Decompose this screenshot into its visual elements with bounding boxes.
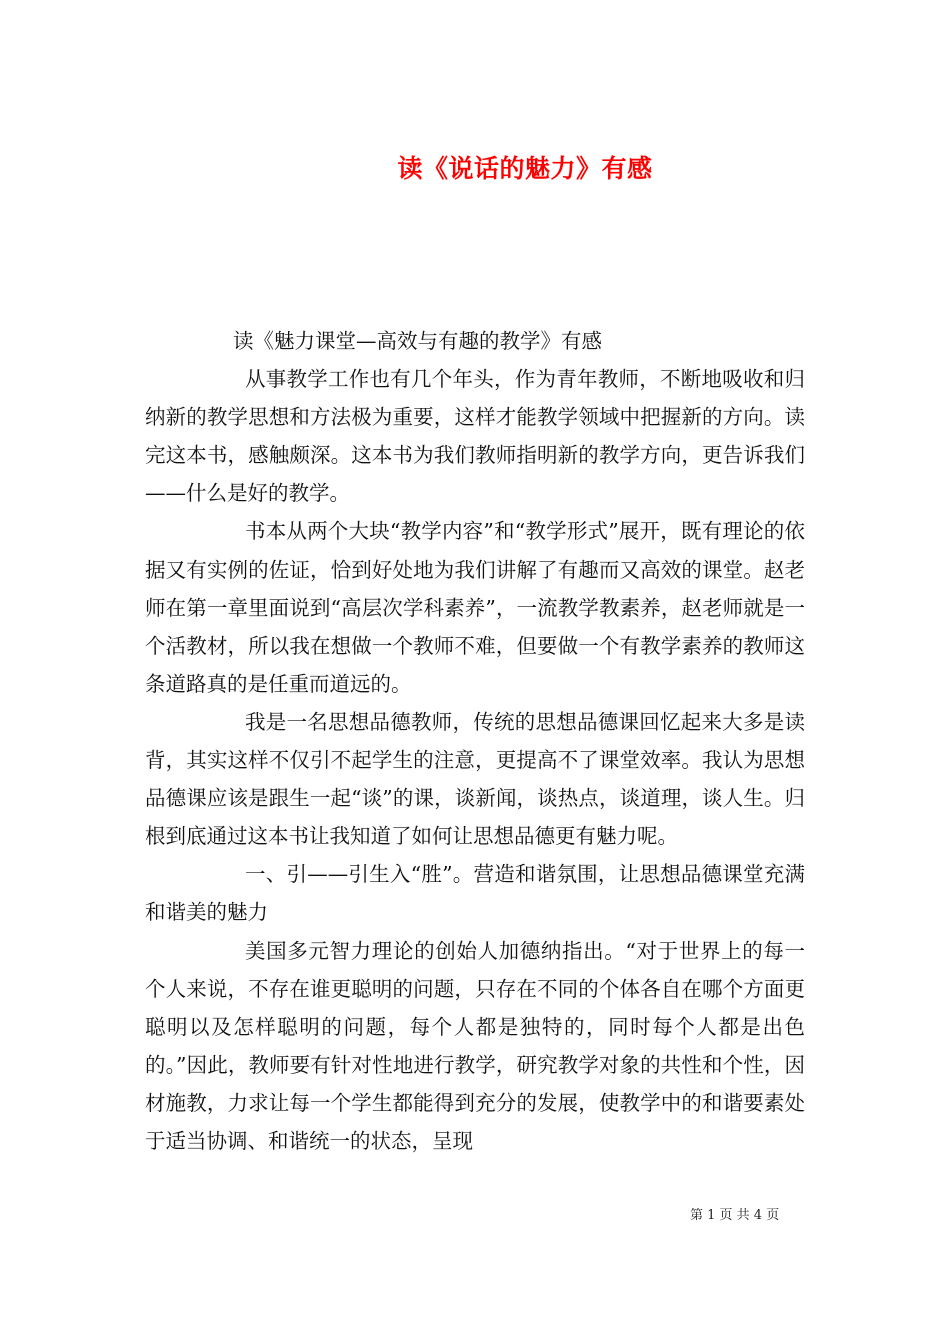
paragraph-3: 我是一名思想品德教师，传统的思想品德课回忆起来大多是读背，其实这样不仅引不起学生的注意，更提高不了课堂效率。我认为思想品德课应该是跟生一起“谈”的课，谈新闻，谈热点，谈道理，谈人生。归根到底通过这本书让我知道了如何让思想品德更有魅力呢。: [145, 709, 805, 849]
page-number-footer: 第 1 页 共 4 页: [690, 1208, 780, 1223]
document-title: 读《说话的魅力》有感: [397, 153, 653, 183]
article-subtitle: 读《魅力课堂—高效与有趣的教学》有感: [233, 329, 602, 353]
section-heading-1: 一、引——引生入“胜”。营造和谐氛围，让思想品德课堂充满和谐美的魅力: [145, 862, 805, 925]
paragraph-2: 书本从两个大块“教学内容”和“教学形式”展开，既有理论的依据又有实例的佐证，恰到好处地为我们讲解了有趣而又高效的课堂。赵老师在第一章里面说到“高层次学科素养”，一流教学教素养，赵老师就是一个活教材，所以我在想做一个教师不难，但要做一个有教学素养的教师这条道路真的是任重而道远的。: [145, 519, 805, 696]
paragraph-1: 从事教学工作也有几个年头，作为青年教师，不断地吸收和归纳新的教学思想和方法极为重要，这样才能教学领域中把握新的方向。读完这本书，感触颇深。这本书为我们教师指明新的教学方向，更告诉我们——什么是好的教学。: [145, 367, 805, 506]
paragraph-4: 美国多元智力理论的创始人加德纳指出。“对于世界上的每一个人来说，不存在谁更聪明的问题，只存在不同的个体各自在哪个方面更聪明以及怎样聪明的问题，每个人都是独特的，同时每个人都是出色的。”因此，教师要有针对性地进行教学，研究教学对象的共性和个性，因材施教，力求让每一个学生都能得到充分的发展，使教学中的和谐要素处于适当协调、和谐统一的状态，呈现: [145, 938, 805, 1153]
document-body: [145, 322, 805, 1160]
